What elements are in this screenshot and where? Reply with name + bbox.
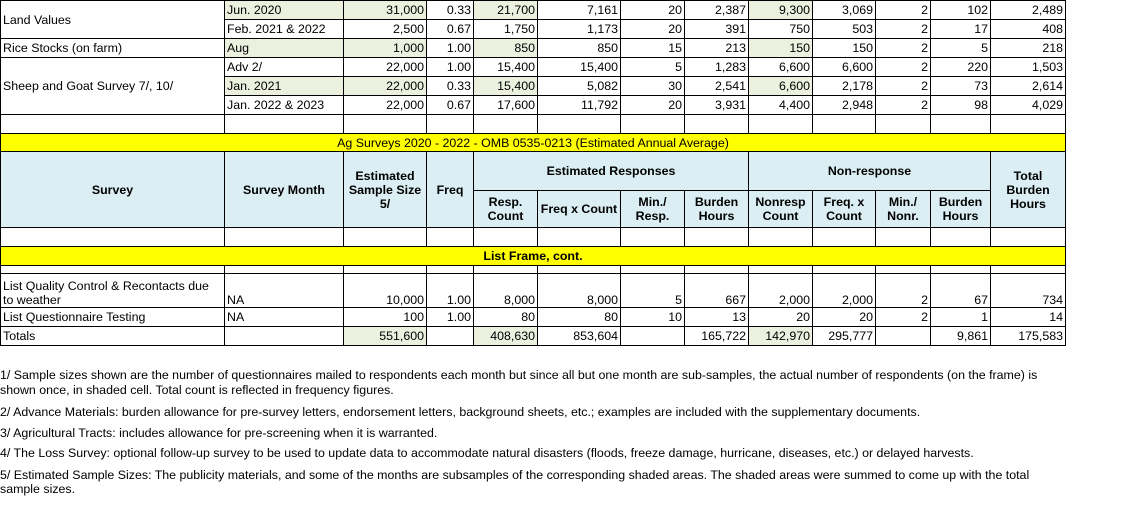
freq-cell: 0.33 — [427, 77, 474, 96]
month-cell: Aug — [225, 39, 344, 58]
nonresp-cell: 150 — [749, 39, 813, 58]
header-min-resp: Min./ Resp. — [621, 191, 685, 228]
nburden-cell: 73 — [931, 77, 991, 96]
footnote: 3/ Agricultural Tracts: includes allowance for pre-screening when it is warranted. — [0, 425, 438, 440]
nfxc-cell: 2,000 — [813, 274, 876, 308]
nfxc-cell: 3,069 — [813, 1, 876, 20]
table-row — [1, 308, 1066, 327]
freq-cell: 1.00 — [427, 58, 474, 77]
nmin-cell: 2 — [876, 274, 931, 308]
total-cell: 408 — [991, 20, 1066, 39]
nonresp-cell: 750 — [749, 20, 813, 39]
month-cell: NA — [225, 274, 344, 308]
totals-fxc: 853,604 — [538, 327, 621, 346]
total-cell: 2,614 — [991, 77, 1066, 96]
footnote: 5/ Estimated Sample Sizes: The publicity materials, and some of the months are subsamples of the corresponding shaded areas. The shaded areas were summed to come up with the total sample sizes. — [0, 467, 1030, 496]
blank-row — [1, 115, 1066, 134]
fxc-cell: 15,400 — [538, 58, 621, 77]
nonresp-cell: 9,300 — [749, 1, 813, 20]
nfxc-cell: 6,600 — [813, 58, 876, 77]
nmin-cell: 2 — [876, 20, 931, 39]
sample-cell: 2,500 — [344, 20, 427, 39]
survey-cell: List Questionnaire Testing — [1, 308, 225, 327]
totals-nonresp: 142,970 — [749, 327, 813, 346]
header-survey-month: Survey Month — [225, 152, 344, 228]
nburden-cell: 98 — [931, 96, 991, 115]
resp-cell: 15,400 — [474, 58, 538, 77]
nmin-cell: 2 — [876, 1, 931, 20]
sample-cell: 22,000 — [344, 77, 427, 96]
sample-cell: 31,000 — [344, 1, 427, 20]
freq-cell: 0.67 — [427, 96, 474, 115]
banner-row — [1, 134, 1066, 152]
nfxc-cell: 20 — [813, 308, 876, 327]
totals-burden: 165,722 — [685, 327, 749, 346]
min-cell: 20 — [621, 96, 685, 115]
resp-cell: 17,600 — [474, 96, 538, 115]
header-burden-hours: Burden Hours — [685, 191, 749, 228]
header-sample-size: Estimated Sample Size 5/ — [344, 152, 427, 228]
min-cell: 5 — [621, 274, 685, 308]
totals-sample: 551,600 — [344, 327, 427, 346]
header-non-response: Non-response — [749, 152, 991, 191]
nburden-cell: 220 — [931, 58, 991, 77]
burden-cell: 2,387 — [685, 1, 749, 20]
nmin-cell: 2 — [876, 308, 931, 327]
sample-cell: 22,000 — [344, 58, 427, 77]
sample-cell: 1,000 — [344, 39, 427, 58]
min-cell: 30 — [621, 77, 685, 96]
total-cell: 1,503 — [991, 58, 1066, 77]
resp-cell: 15,400 — [474, 77, 538, 96]
nonresp-cell: 20 — [749, 308, 813, 327]
footnote: 2/ Advance Materials: burden allowance for pre-survey letters, endorsement letters, background sheets, etc.; examples are included with the supplementary documents. — [0, 405, 921, 419]
fxc-cell: 7,161 — [538, 1, 621, 20]
totals-row — [1, 327, 1066, 346]
month-cell: NA — [225, 308, 344, 327]
section-label: List Frame, cont. — [1, 247, 1066, 266]
fxc-cell: 80 — [538, 308, 621, 327]
nmin-cell: 2 — [876, 77, 931, 96]
min-cell: 20 — [621, 1, 685, 20]
survey-cell: Rice Stocks (on farm) — [1, 39, 225, 58]
total-cell: 4,029 — [991, 96, 1066, 115]
footnote: 1/ Sample sizes shown are the number of questionnaires mailed to respondents each month but since all but one month are sub-samples, the actual number of respondents (on the frame) is shown once, in shaded cell. Total count is reflected in frequency figures. — [0, 368, 1038, 397]
resp-cell: 21,700 — [474, 1, 538, 20]
nonresp-cell: 6,600 — [749, 77, 813, 96]
burden-cell: 2,541 — [685, 77, 749, 96]
nburden-cell: 67 — [931, 274, 991, 308]
nmin-cell: 2 — [876, 58, 931, 77]
fxc-cell: 1,173 — [538, 20, 621, 39]
table-row — [1, 39, 1066, 58]
freq-cell: 1.00 — [427, 308, 474, 327]
freq-cell: 0.67 — [427, 20, 474, 39]
burden-cell: 13 — [685, 308, 749, 327]
table-row — [1, 274, 1066, 308]
nburden-cell: 1 — [931, 308, 991, 327]
freq-cell: 1.00 — [427, 274, 474, 308]
nburden-cell: 17 — [931, 20, 991, 39]
month-cell: Jan. 2021 — [225, 77, 344, 96]
header-min-nonr: Min./ Nonr. — [876, 191, 931, 228]
burden-cell: 667 — [685, 274, 749, 308]
month-cell: Adv 2/ — [225, 58, 344, 77]
total-cell: 734 — [991, 274, 1066, 308]
header-freq-x-count: Freq x Count — [538, 191, 621, 228]
min-cell: 20 — [621, 20, 685, 39]
header-freq-x-count-nonr: Freq. x Count — [813, 191, 876, 228]
burden-cell: 391 — [685, 20, 749, 39]
totals-nburden: 9,861 — [931, 327, 991, 346]
survey-cell: List Quality Control & Recontacts due to weather — [1, 274, 225, 308]
header-estimated-responses: Estimated Responses — [474, 152, 749, 191]
freq-cell: 0.33 — [427, 1, 474, 20]
fxc-cell: 8,000 — [538, 274, 621, 308]
total-cell: 2,489 — [991, 1, 1066, 20]
footnote: 4/ The Loss Survey: optional follow-up survey to be used to update data to accommodate natural disasters (floods, freeze damage, hurricane, diseases, etc.) or delayed harvests. — [0, 446, 974, 460]
sample-cell: 22,000 — [344, 96, 427, 115]
header-resp-count: Resp. Count — [474, 191, 538, 228]
total-cell: 218 — [991, 39, 1066, 58]
nonresp-cell: 6,600 — [749, 58, 813, 77]
nonresp-cell: 4,400 — [749, 96, 813, 115]
month-cell: Jun. 2020 — [225, 1, 344, 20]
totals-total: 175,583 — [991, 327, 1066, 346]
fxc-cell: 5,082 — [538, 77, 621, 96]
min-cell: 5 — [621, 58, 685, 77]
blank-row — [1, 228, 1066, 247]
nfxc-cell: 2,948 — [813, 96, 876, 115]
month-cell: Feb. 2021 & 2022 — [225, 20, 344, 39]
table-row — [1, 1, 1066, 20]
month-cell: Jan. 2022 & 2023 — [225, 96, 344, 115]
total-cell: 14 — [991, 308, 1066, 327]
header-row — [1, 152, 1066, 191]
min-cell: 10 — [621, 308, 685, 327]
totals-label: Totals — [1, 327, 225, 346]
resp-cell: 1,750 — [474, 20, 538, 39]
nfxc-cell: 503 — [813, 20, 876, 39]
min-cell: 15 — [621, 39, 685, 58]
spacer-row — [1, 266, 1066, 274]
sample-cell: 10,000 — [344, 274, 427, 308]
fxc-cell: 11,792 — [538, 96, 621, 115]
freq-cell: 1.00 — [427, 39, 474, 58]
resp-cell: 80 — [474, 308, 538, 327]
nburden-cell: 102 — [931, 1, 991, 20]
sample-cell: 100 — [344, 308, 427, 327]
nmin-cell: 2 — [876, 39, 931, 58]
resp-cell: 8,000 — [474, 274, 538, 308]
header-burden-hours-nonr: Burden Hours — [931, 191, 991, 228]
header-freq: Freq — [427, 152, 474, 228]
footnotes — [0, 368, 1060, 497]
table-row — [1, 58, 1066, 77]
totals-nfxc: 295,777 — [813, 327, 876, 346]
survey-cell: Sheep and Goat Survey 7/, 10/ — [1, 58, 225, 115]
nmin-cell: 2 — [876, 96, 931, 115]
totals-resp: 408,630 — [474, 327, 538, 346]
nfxc-cell: 150 — [813, 39, 876, 58]
resp-cell: 850 — [474, 39, 538, 58]
survey-cell: Land Values — [1, 1, 225, 39]
burden-cell: 213 — [685, 39, 749, 58]
header-survey: Survey — [1, 152, 225, 228]
nonresp-cell: 2,000 — [749, 274, 813, 308]
nburden-cell: 5 — [931, 39, 991, 58]
section-row — [1, 247, 1066, 266]
burden-cell: 1,283 — [685, 58, 749, 77]
burden-cell: 3,931 — [685, 96, 749, 115]
header-nonresp-count: Nonresp Count — [749, 191, 813, 228]
fxc-cell: 850 — [538, 39, 621, 58]
header-total-burden: Total Burden Hours — [991, 152, 1066, 228]
table-banner: Ag Surveys 2020 - 2022 - OMB 0535-0213 (Estimated Annual Average) — [1, 134, 1066, 152]
nfxc-cell: 2,178 — [813, 77, 876, 96]
